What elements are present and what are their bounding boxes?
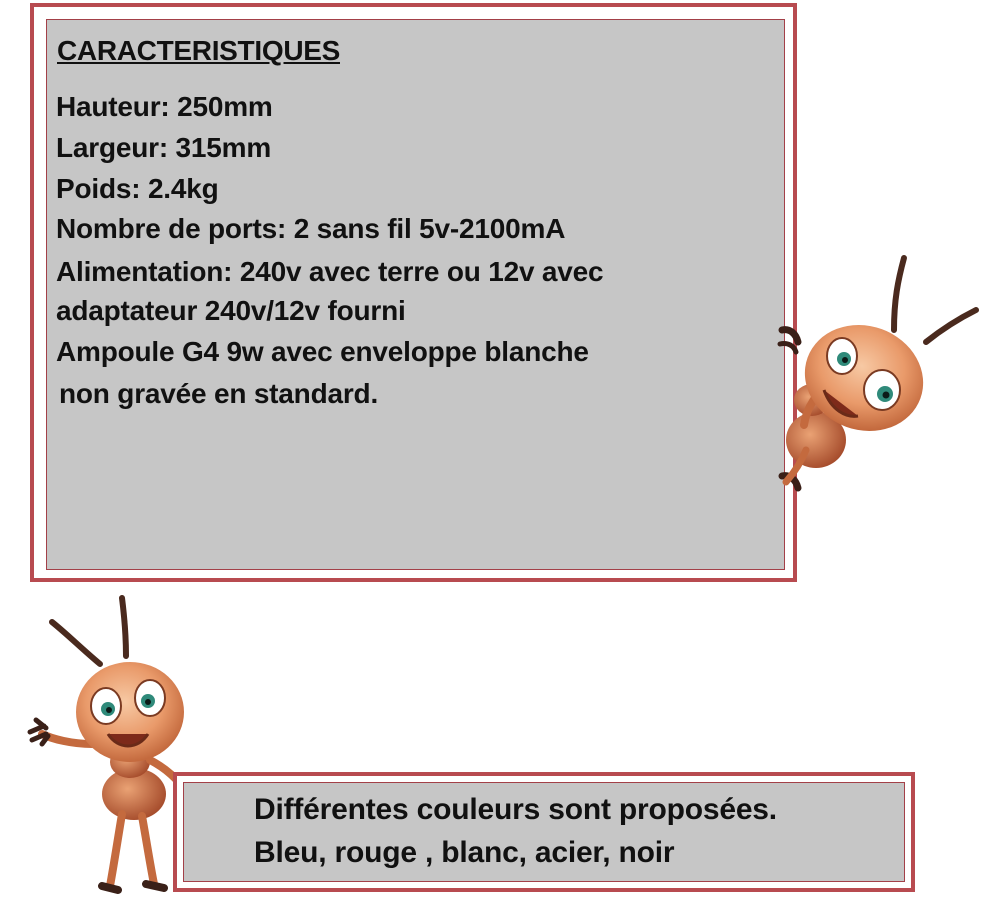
spec-bulb-continued: non gravée en standard. bbox=[59, 378, 379, 409]
colors-intro: Différentes couleurs sont proposées. bbox=[254, 793, 777, 826]
specifications-title: CARACTERISTIQUES bbox=[57, 35, 340, 66]
spec-bulb: Ampoule G4 9w avec enveloppe blanche bbox=[56, 336, 589, 367]
colors-box bbox=[183, 782, 905, 882]
spec-weight: Poids: 2.4kg bbox=[56, 173, 219, 204]
spec-height: Hauteur: 250mm bbox=[56, 91, 273, 122]
specifications-panel bbox=[30, 3, 797, 582]
spec-ports: Nombre de ports: 2 sans fil 5v-2100mA bbox=[56, 213, 566, 244]
specifications-box bbox=[46, 19, 785, 570]
spec-width: Largeur: 315mm bbox=[56, 132, 272, 163]
spec-power: Alimentation: 240v avec terre ou 12v avec bbox=[56, 256, 604, 287]
peeking-ant-illustration bbox=[776, 250, 982, 500]
colors-list: Bleu, rouge , blanc, acier, noir bbox=[254, 836, 675, 869]
spec-power-continued: adaptateur 240v/12v fourni bbox=[56, 295, 406, 326]
colors-panel bbox=[173, 772, 915, 892]
